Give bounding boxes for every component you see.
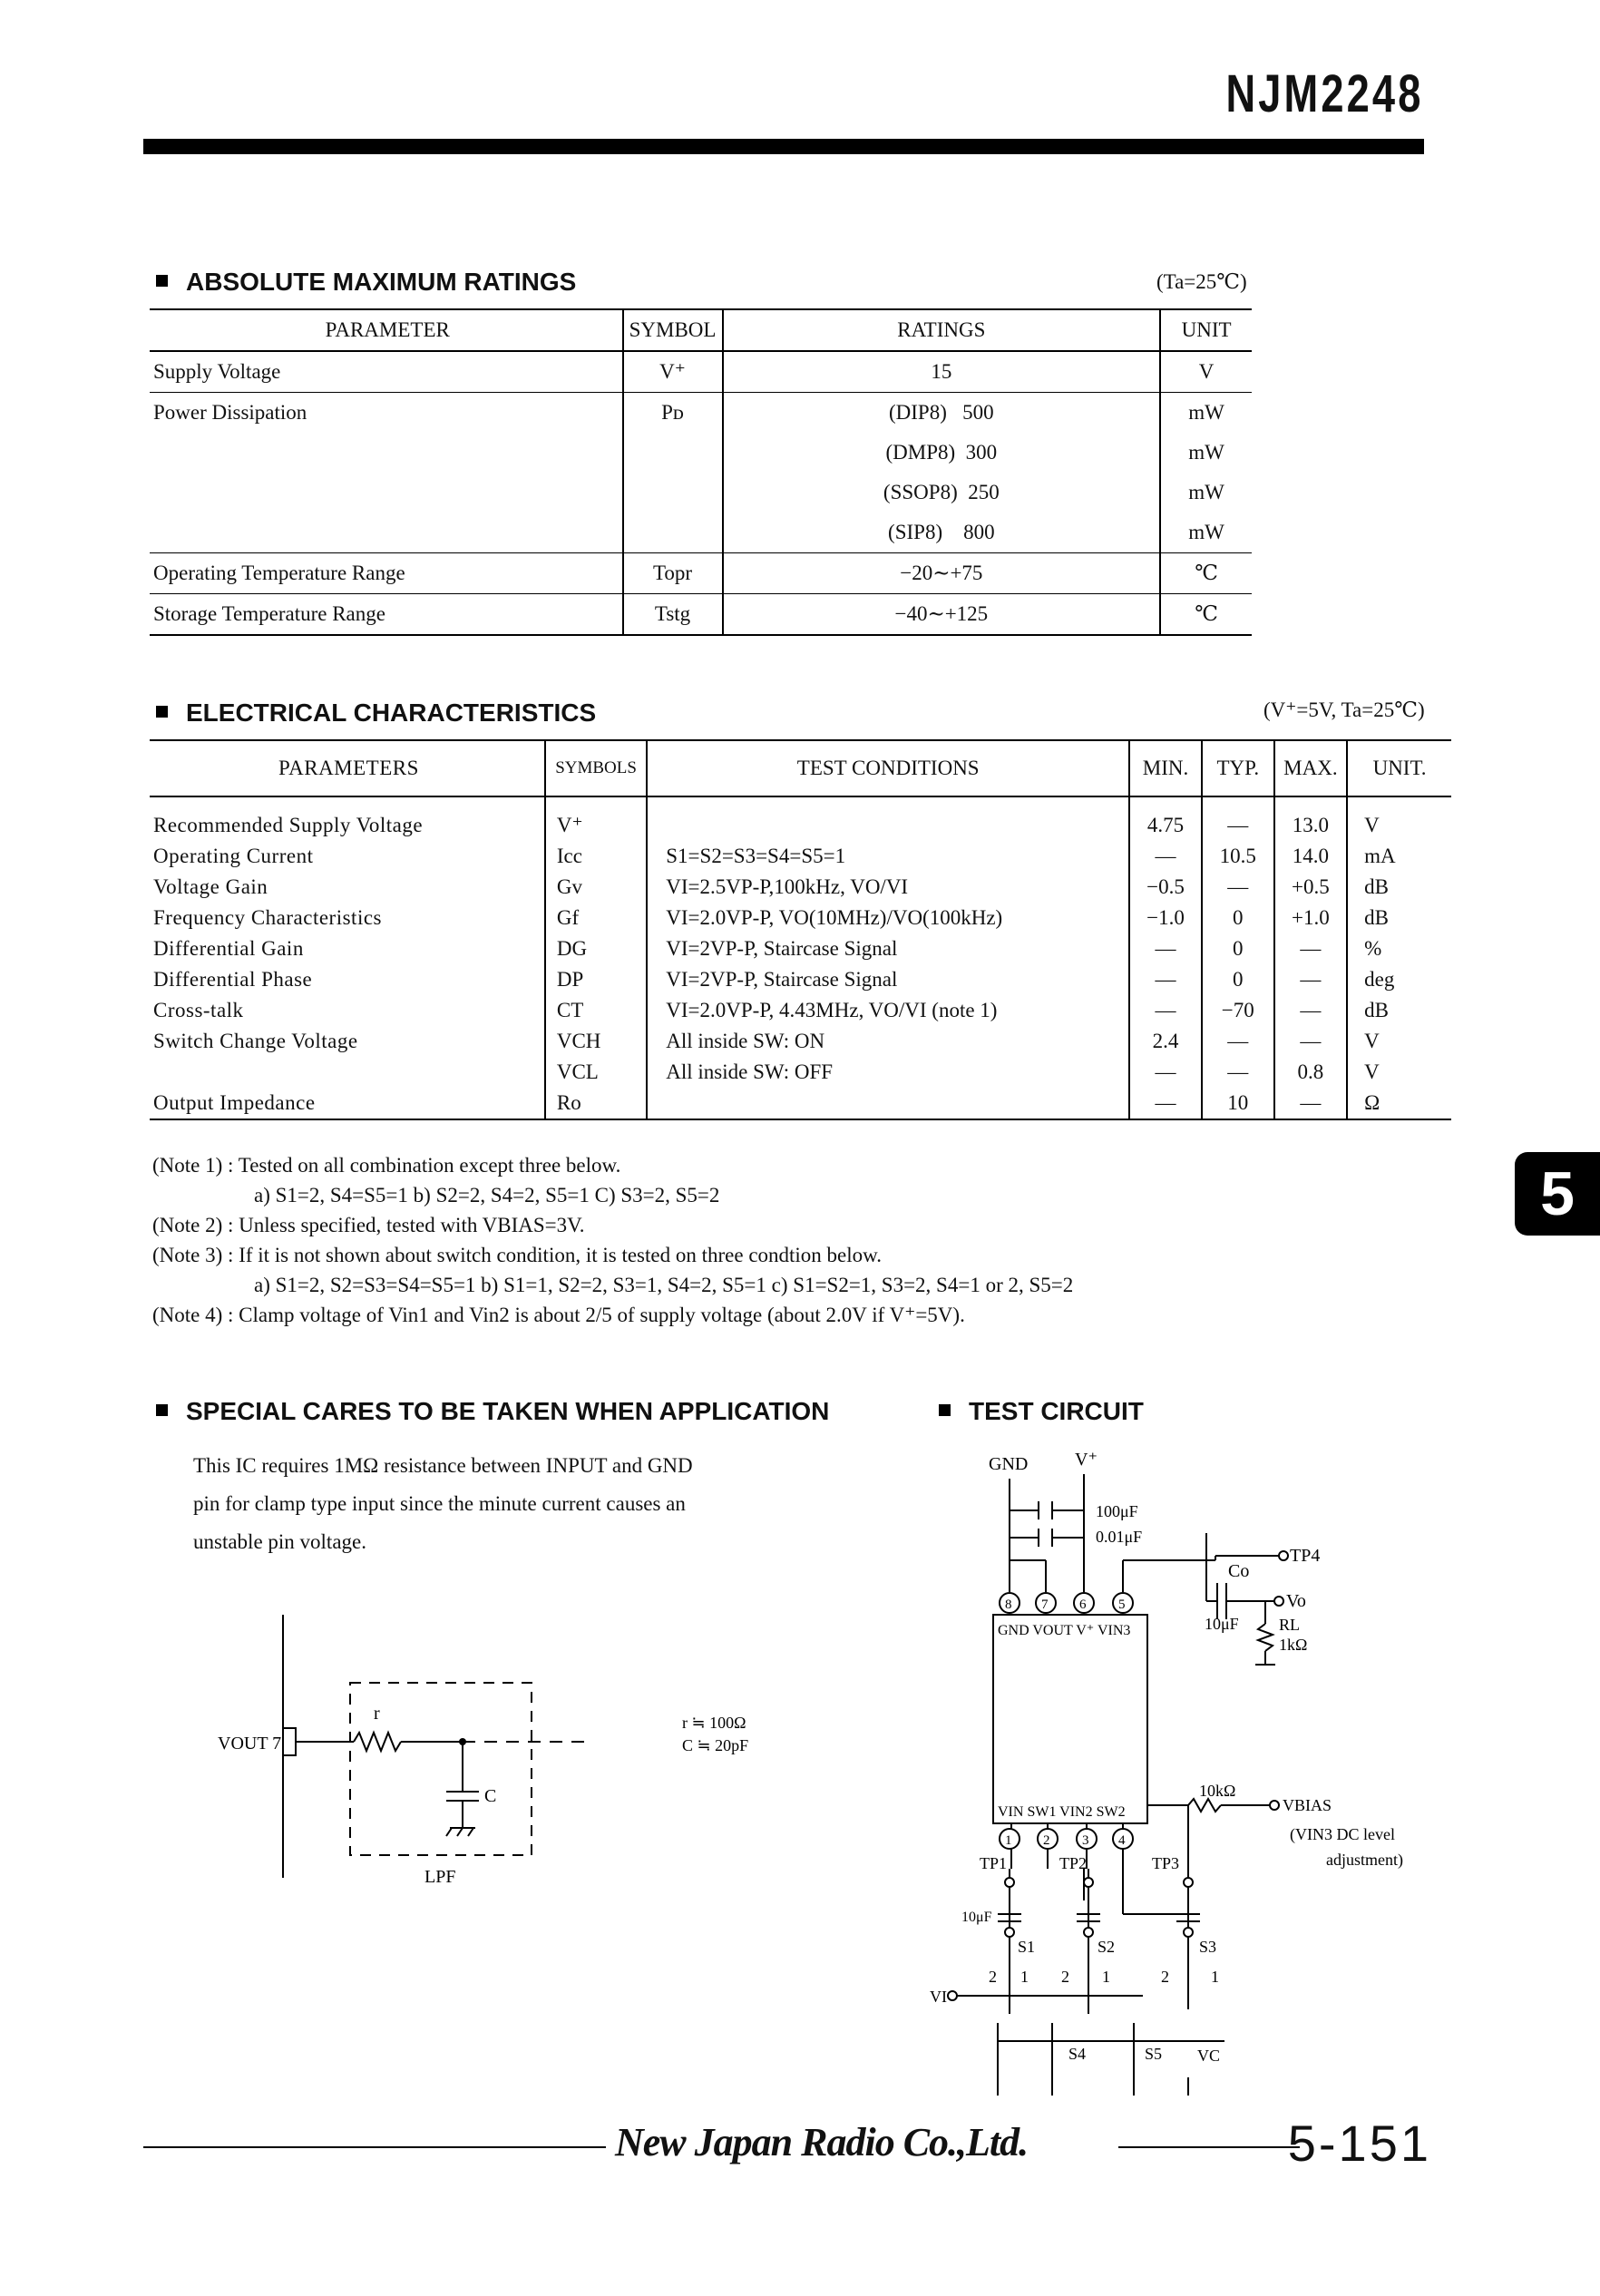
- cell-max: —: [1274, 964, 1348, 995]
- test-circuit-title: TEST CIRCUIT: [939, 1397, 1144, 1426]
- cell-param: Voltage Gain: [153, 875, 268, 898]
- cell-condition: All inside SW: OFF: [666, 1060, 834, 1083]
- page-number: 5-151: [1287, 2115, 1431, 2172]
- cell-param: Frequency Characteristics: [153, 906, 382, 929]
- col-max: MAX.: [1274, 740, 1348, 796]
- tc-vo: Vo: [1286, 1591, 1306, 1611]
- note-3: (Note 3) : If it is not shown about switch condition, it is tested on three condtion below.: [152, 1244, 883, 1266]
- note-2: (Note 2) : Unless specified, tested with VBIAS=3V.: [152, 1214, 585, 1236]
- cell-param: Operating Current: [153, 845, 314, 867]
- cell-unit: V: [1364, 1060, 1380, 1083]
- header-rule: [143, 139, 1424, 154]
- tc-s3: S3: [1199, 1938, 1217, 1956]
- cell-unit: dB: [1364, 906, 1389, 929]
- tc-rl-val: 1kΩ: [1279, 1636, 1308, 1654]
- tc-r10k: 10kΩ: [1199, 1782, 1236, 1800]
- table-row: [150, 903, 1451, 933]
- col-min: MIN.: [1129, 740, 1202, 796]
- tc-vbias: VBIAS: [1283, 1796, 1332, 1814]
- table-row: [150, 351, 1252, 393]
- cell-symbol: DG: [545, 933, 647, 964]
- notes: [152, 1150, 1073, 1330]
- brand-logo: New Japan Radio Co.,Ltd.: [615, 2120, 1029, 2164]
- cell-param: Recommended Supply Voltage: [153, 814, 424, 836]
- lpf-box-label: LPF: [424, 1867, 456, 1887]
- cell-max: —: [1274, 933, 1348, 964]
- cell-symbol: [623, 433, 723, 473]
- col-parameter: PARAMETER: [150, 309, 623, 351]
- cell-max: 13.0: [1274, 796, 1348, 841]
- cell-min: —: [1129, 1088, 1202, 1119]
- cell-condition: VI=2.5VP-P,100kHz, VO/VI: [666, 875, 909, 898]
- cell-symbol: Gv: [545, 872, 647, 903]
- cell-max: 0.8: [1274, 1057, 1348, 1088]
- cell-param: [150, 433, 623, 473]
- cell-max: +1.0: [1274, 903, 1348, 933]
- cell-unit: V: [1364, 1030, 1380, 1052]
- cell-max: —: [1274, 1088, 1348, 1119]
- lpf-vout-label: VOUT 7: [218, 1734, 282, 1754]
- note-3-detail: a) S1=2, S2=S3=S4=S5=1 b) S1=1, S2=2, S3=1, S4=2, S5=1 c) S1=S2=1, S3=2, S4=1 or 2, S5=2: [254, 1274, 1074, 1296]
- cell-min: —: [1129, 995, 1202, 1026]
- tc-pos: 1: [1211, 1968, 1219, 1986]
- cell-typ: −70: [1202, 995, 1274, 1026]
- elec-title: ELECTRICAL CHARACTERISTICS: [156, 699, 596, 728]
- abs-max-title: ABSOLUTE MAXIMUM RATINGS: [156, 268, 576, 297]
- cell-symbol: Tstg: [623, 594, 723, 636]
- elec-condition: (V⁺=5V, Ta=25℃): [1263, 699, 1425, 721]
- part-number: NJM2248: [1225, 64, 1423, 123]
- cell-param: [150, 473, 623, 513]
- special-line: This IC requires 1MΩ resistance between INPUT and GND: [193, 1454, 693, 1477]
- table-row: [150, 433, 1252, 473]
- cell-unit: dB: [1364, 999, 1389, 1021]
- cell-unit: mW: [1160, 473, 1252, 513]
- cell-param: [150, 513, 623, 553]
- cell-unit: ℃: [1160, 594, 1252, 636]
- cell-unit: mW: [1160, 393, 1252, 434]
- col-ratings: RATINGS: [723, 309, 1161, 351]
- tc-pin: 2: [1043, 1833, 1050, 1848]
- cell-symbol: VCL: [545, 1057, 647, 1088]
- cell-unit: V: [1364, 814, 1380, 836]
- col-typ: TYP.: [1202, 740, 1274, 796]
- cell-param: Switch Change Voltage: [153, 1030, 358, 1052]
- cell-rating: (SSOP8) 250: [883, 481, 1000, 503]
- cell-symbol: Topr: [623, 553, 723, 594]
- cell-min: —: [1129, 933, 1202, 964]
- tc-vbias-note: (VIN3 DC level: [1290, 1825, 1395, 1843]
- cell-condition: [647, 796, 1129, 841]
- cell-param: [150, 1057, 545, 1088]
- table-row: [150, 553, 1252, 594]
- cell-param: Cross-talk: [153, 999, 244, 1021]
- tc-cap1: 100μF: [1096, 1502, 1138, 1520]
- table-header-row: [150, 740, 1451, 796]
- cell-min: −0.5: [1129, 872, 1202, 903]
- tc-tp3: TP3: [1152, 1854, 1180, 1872]
- cell-min: —: [1129, 841, 1202, 872]
- cell-max: —: [1274, 995, 1348, 1026]
- cell-rating: −40∼+125: [723, 594, 1161, 636]
- table-row: [150, 1057, 1451, 1088]
- cell-symbol: Ro: [545, 1088, 647, 1119]
- table-row: [150, 1026, 1451, 1057]
- tc-vi: VI: [930, 1988, 947, 2006]
- cell-typ: —: [1202, 1026, 1274, 1057]
- cell-symbol: [623, 473, 723, 513]
- cell-typ: 0: [1202, 933, 1274, 964]
- elec-table: [150, 739, 1451, 1120]
- lpf-r-label: r: [374, 1704, 380, 1724]
- cell-typ: 0: [1202, 964, 1274, 995]
- cell-condition: VI=2.0VP-P, VO(10MHz)/VO(100kHz): [666, 906, 1003, 929]
- cell-param: Differential Gain: [153, 937, 304, 960]
- lpf-r-value: r ≒ 100Ω: [682, 1714, 746, 1732]
- cell-min: 2.4: [1129, 1026, 1202, 1057]
- cell-typ: —: [1202, 872, 1274, 903]
- note-1-detail: a) S1=2, S4=S5=1 b) S2=2, S4=2, S5=1 C) S3=2, S5=2: [254, 1184, 720, 1207]
- table-row: [150, 933, 1451, 964]
- tc-gnd: GND: [989, 1454, 1029, 1474]
- cell-typ: —: [1202, 1057, 1274, 1088]
- cell-condition: [647, 1088, 1129, 1119]
- footer-rule-left: [143, 2146, 606, 2148]
- table-row: [150, 393, 1252, 434]
- col-test-conditions: TEST CONDITIONS: [647, 740, 1129, 796]
- cell-param: Operating Temperature Range: [150, 553, 623, 594]
- footer-rule-right: [1118, 2146, 1300, 2148]
- tc-pos: 2: [1161, 1968, 1169, 1986]
- table-row: [150, 995, 1451, 1026]
- cell-condition: VI=2VP-P, Staircase Signal: [666, 937, 898, 960]
- cell-typ: 10: [1202, 1088, 1274, 1119]
- special-title: SPECIAL CARES TO BE TAKEN WHEN APPLICATION: [156, 1397, 829, 1426]
- cell-symbol: CT: [545, 995, 647, 1026]
- cell-param: Storage Temperature Range: [150, 594, 623, 636]
- cell-min: —: [1129, 1057, 1202, 1088]
- cell-max: —: [1274, 1026, 1348, 1057]
- tc-pin: 6: [1079, 1597, 1087, 1612]
- section-tab: 5: [1515, 1152, 1600, 1236]
- lpf-c-value: C ≒ 20pF: [682, 1736, 749, 1754]
- tc-pin: 1: [1005, 1833, 1012, 1848]
- tc-pos: 1: [1102, 1968, 1110, 1986]
- cell-rating: (SIP8) 800: [723, 513, 1161, 553]
- tc-tp4: TP4: [1290, 1546, 1321, 1566]
- col-parameters: PARAMETERS: [150, 740, 545, 796]
- tc-vplus: V⁺: [1075, 1450, 1098, 1470]
- col-unit: UNIT: [1160, 309, 1252, 351]
- cell-rating: (DMP8) 300: [885, 441, 998, 464]
- tc-s1: S1: [1018, 1938, 1036, 1956]
- tc-cap3: 10μF: [1205, 1615, 1239, 1633]
- cell-param: Power Dissipation: [153, 401, 307, 424]
- tc-tp1: TP1: [980, 1854, 1008, 1872]
- special-line: unstable pin voltage.: [193, 1530, 366, 1553]
- cell-condition: VI=2VP-P, Staircase Signal: [666, 968, 898, 991]
- cell-min: 4.75: [1129, 796, 1202, 841]
- table-row: [150, 872, 1451, 903]
- tc-pos: 1: [1020, 1968, 1029, 1986]
- cell-symbol: Pᴅ: [623, 393, 723, 434]
- tc-co: Co: [1228, 1561, 1250, 1581]
- cell-symbol: DP: [545, 964, 647, 995]
- cell-param: Output Impedance: [150, 1088, 545, 1119]
- tc-pin: 7: [1041, 1597, 1049, 1612]
- cell-symbol: V⁺: [545, 796, 647, 841]
- cell-typ: 0: [1202, 903, 1274, 933]
- col-unit: UNIT.: [1347, 740, 1451, 796]
- cell-rating: (DIP8) 500: [889, 401, 994, 424]
- cell-min: —: [1129, 964, 1202, 995]
- note-4: (Note 4) : Clamp voltage of Vin1 and Vin2 is about 2/5 of supply voltage (about 2.0V if V⁺=5V).: [152, 1304, 965, 1326]
- cell-symbol: Gf: [545, 903, 647, 933]
- table-row: [150, 594, 1252, 636]
- cell-typ: 10.5: [1202, 841, 1274, 872]
- cell-unit: ℃: [1160, 553, 1252, 594]
- table-row: [150, 964, 1451, 995]
- cell-rating: −20∼+75: [723, 553, 1161, 594]
- table-row: [150, 796, 1451, 841]
- lpf-diagram: [209, 1606, 789, 1896]
- cell-param: Differential Phase: [153, 968, 313, 991]
- tc-s2: S2: [1098, 1938, 1116, 1956]
- tc-pin: 5: [1118, 1597, 1126, 1612]
- tc-pos: 2: [989, 1968, 997, 1986]
- tc-cap2: 0.01μF: [1096, 1528, 1143, 1546]
- tc-pin: 8: [1005, 1597, 1012, 1612]
- cell-condition: All inside SW: ON: [666, 1030, 825, 1052]
- cell-condition: VI=2.0VP-P, 4.43MHz, VO/VI (note 1): [666, 999, 998, 1021]
- table-row: [150, 513, 1252, 553]
- test-circuit-diagram: [916, 1442, 1506, 2096]
- special-text: [193, 1447, 828, 1561]
- special-line: pin for clamp type input since the minute current causes an: [193, 1492, 686, 1515]
- tc-cap4: 10μF: [961, 1910, 992, 1925]
- tc-pin: 3: [1082, 1833, 1089, 1848]
- cell-unit: mW: [1160, 513, 1252, 553]
- abs-max-condition: (Ta=25℃): [1156, 270, 1247, 293]
- cell-rating: 15: [723, 351, 1161, 393]
- cell-symbol: [623, 513, 723, 553]
- col-symbol: SYMBOL: [623, 309, 723, 351]
- cell-unit: dB: [1364, 875, 1389, 898]
- note-1: (Note 1) : Tested on all combination except three below.: [152, 1154, 621, 1177]
- cell-unit: Ω: [1347, 1088, 1451, 1119]
- tc-rl: RL: [1279, 1616, 1301, 1634]
- tc-ic-top: GND VOUT V⁺ VIN3: [998, 1623, 1131, 1638]
- tc-pos: 2: [1061, 1968, 1069, 1986]
- table-row: [150, 841, 1451, 872]
- cell-unit: V: [1160, 351, 1252, 393]
- cell-min: −1.0: [1129, 903, 1202, 933]
- table-header-row: [150, 309, 1252, 351]
- cell-max: +0.5: [1274, 872, 1348, 903]
- cell-symbol: VCH: [545, 1026, 647, 1057]
- table-row: [150, 473, 1252, 513]
- tc-pin: 4: [1118, 1833, 1126, 1848]
- cell-unit: mA: [1364, 845, 1396, 867]
- tc-vbias-note: adjustment): [1326, 1851, 1403, 1869]
- footer: [143, 2114, 1431, 2172]
- cell-symbol: Icc: [545, 841, 647, 872]
- table-row: [150, 1088, 1451, 1119]
- abs-max-table: [150, 308, 1252, 636]
- col-symbols: SYMBOLS: [545, 740, 647, 796]
- tc-s5: S5: [1145, 2045, 1163, 2063]
- cell-unit: deg: [1364, 968, 1395, 991]
- tc-s4: S4: [1068, 2045, 1087, 2063]
- cell-unit: mW: [1160, 433, 1252, 473]
- cell-symbol: V⁺: [623, 351, 723, 393]
- cell-param: Supply Voltage: [150, 351, 623, 393]
- cell-condition: S1=S2=S3=S4=S5=1: [666, 845, 846, 867]
- tc-vc: VC: [1197, 2047, 1221, 2065]
- lpf-c-label: C: [484, 1786, 497, 1806]
- tc-tp2: TP2: [1059, 1854, 1088, 1872]
- cell-typ: —: [1202, 796, 1274, 841]
- cell-max: 14.0: [1274, 841, 1348, 872]
- tc-ic-bottom: VIN SW1 VIN2 SW2: [998, 1804, 1126, 1820]
- cell-unit: %: [1364, 937, 1382, 960]
